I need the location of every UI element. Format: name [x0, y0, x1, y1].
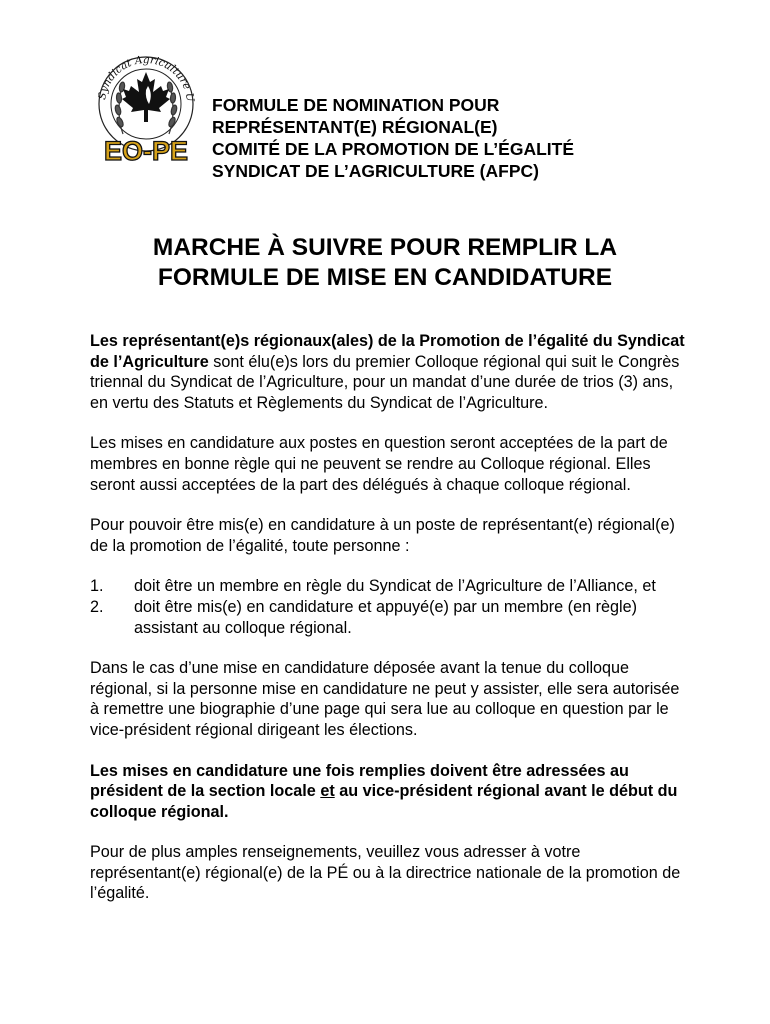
eligibility-list [90, 576, 690, 638]
document-body [90, 331, 690, 924]
list-item-number: 2. [90, 597, 104, 616]
logo-letters: EO-PE [103, 136, 189, 166]
maple-leaf-emblem-icon [93, 42, 199, 170]
form-header [212, 94, 712, 182]
title-line-1: MARCHE À SUIVRE POUR REMPLIR LA [152, 234, 618, 261]
header-line-3: COMITÉ DE LA PROMOTION DE L’ÉGALITÉ [212, 139, 574, 159]
paragraph-1-bold: Les représentant(e)s régionaux(ales) de la Promotion de l’égalité du Syndicat de l’Agriculture [90, 332, 685, 371]
header-line-1: FORMULE DE NOMINATION POUR [212, 95, 500, 115]
list-item-number: 1. [90, 577, 104, 596]
paragraph-biography: Dans le cas d’une mise en candidature déposée avant la tenue du colloque régional, si la personne mise en candidature ne peut y assister, elle sera autorisée à remettre une biographie d’une page qui sera lue au colloque en question par le vice-président régional dirigeant les élections. [90, 659, 680, 739]
header-line-2: REPRÉSENTANT(E) RÉGIONAL(E) [212, 117, 498, 137]
page-title [90, 233, 680, 293]
list-item [90, 597, 690, 638]
list-item [90, 576, 690, 597]
paragraph-5-underlined: et [320, 782, 335, 801]
list-item-text: doit être un membre en règle du Syndicat de l’Agriculture de l’Alliance, et [134, 577, 656, 596]
paragraph-submission-instructions [90, 761, 690, 823]
union-logo [93, 42, 199, 170]
paragraph-elected-representatives [90, 331, 690, 413]
logo-ring-text: Syndicat Agriculture U [96, 53, 197, 103]
paragraph-5-part-b: au vice-président régional avant le début du colloque régional. [90, 782, 678, 821]
title-line-2: FORMULE DE MISE EN CANDIDATURE [157, 264, 613, 291]
header-line-4: SYNDICAT DE L’AGRICULTURE (AFPC) [212, 161, 539, 181]
paragraph-1-text: sont élu(e)s lors du premier Colloque régional qui suit le Congrès triennal du Syndicat de l’Agriculture, pour un mandat d’une durée de trios (3) ans, en vertu des Statuts et Règlements du Syndicat de l’Agriculture. [90, 352, 680, 412]
paragraph-5-part-a: Les mises en candidature une fois remplies doivent être adressées au président de la section locale [90, 761, 629, 801]
paragraph-nominations-accepted: Les mises en candidature aux postes en question seront acceptées de la part de membres en bonne règle qui ne peuvent se rendre au Colloque régional. Elles seront aussi acceptées de la part des délégués à chaque colloque régional. [90, 434, 668, 494]
list-item-text: doit être mis(e) en candidature et appuyé(e) par un membre (en règle) assistant au colloque régional. [134, 597, 637, 637]
paragraph-more-information: Pour de plus amples renseignements, veuillez vous adresser à votre représentant(e) régional(e) de la PÉ ou à la directrice nationale de la promotion de l’égalité. [90, 843, 681, 903]
paragraph-eligibility-intro: Pour pouvoir être mis(e) en candidature à un poste de représentant(e) régional(e) de la promotion de l’égalité, toute personne : [90, 516, 675, 555]
